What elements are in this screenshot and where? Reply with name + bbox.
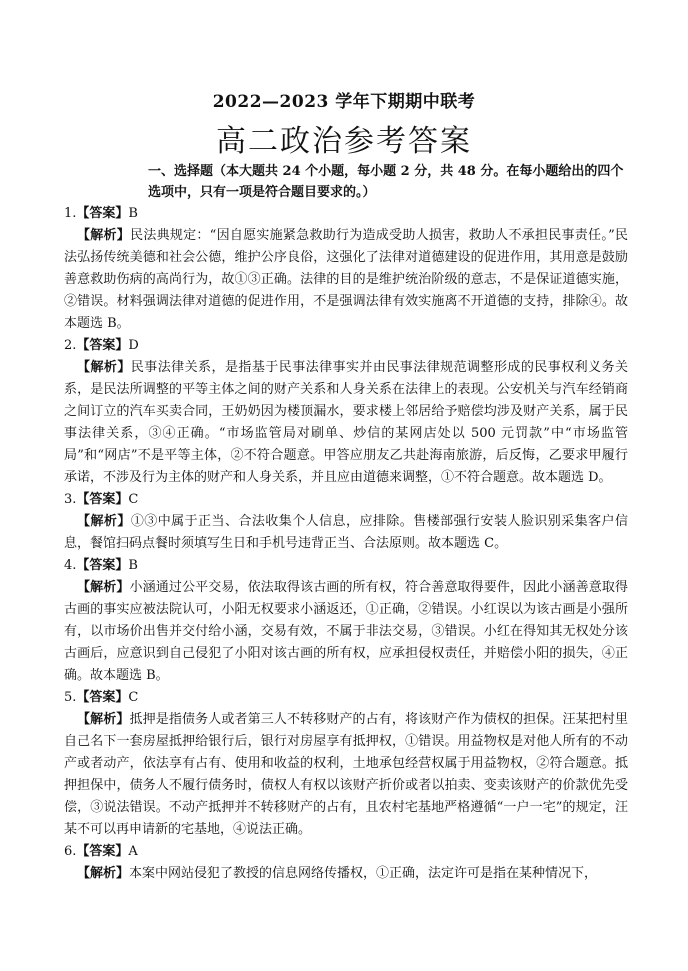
answer-label: 【答案】 [76, 690, 129, 705]
answer-list [64, 203, 628, 885]
analysis-text: 民法典规定：“因自愿实施紧急救助行为造成受助人损害，救助人不承担民事责任。”民法弘扬传统美德和社会公德，维护公序良俗，这强化了法律对道德建设的促进作用，其用意是鼓励善意救助伤病的高尚行为，故①③正确。法律的目的是维护统治阶级的意志，不是保证道德实施，②错误。材料强调法律对道德的促进作用，不是强调法律有效实施离不开道德的支持，排除④。故本题选 B。 [64, 228, 628, 331]
answer-line [64, 335, 628, 357]
analysis-text: 小涵通过公平交易，依法取得该古画的所有权，符合善意取得要件，因此小涵善意取得古画的事实应被法院认可，小阳无权要求小涵返还，①正确，②错误。小红误以为该古画是小强所有，以市场价出售并交付给小涵，交易有效，不属于非法交易，③错误。小红在得知其无权处分该古画后，应意识到自己侵犯了小阳对该古画的所有权，应承担侵权责任，并赔偿小阳的损失，④正确。故本题选 B。 [64, 580, 628, 683]
question-block [64, 841, 628, 885]
analysis-text: 本案中网站侵犯了教授的信息网络传播权，①正确，法定许可是指在某种情况下， [129, 866, 598, 881]
answer-value: C [128, 492, 139, 507]
question-number: 2. [64, 338, 77, 353]
analysis-text: ①③中属于正当、合法收集个人信息，应排除。售楼部强行安装人脸识别采集客户信息，餐馆扫码点餐时须填写生日和手机号违背正当、合法原则。故本题选 C。 [64, 514, 628, 551]
question-block [64, 335, 628, 489]
answer-label: 【答案】 [76, 206, 129, 221]
section-instructions: 一、选择题（本大题共 24 个小题，每小题 2 分，共 48 分。在每小题给出的四个选项中，只有一项是符合题目要求的。） [148, 164, 624, 200]
answer-line [64, 489, 628, 511]
exam-year-heading: 2022—2023 学年下期期中联考 [212, 92, 476, 112]
answer-line [64, 555, 628, 577]
question-number: 4. [64, 558, 77, 573]
question-number: 1. [64, 206, 77, 221]
question-block [64, 555, 628, 687]
analysis-paragraph [64, 863, 628, 885]
analysis-paragraph [64, 577, 628, 687]
answer-value: A [128, 844, 138, 859]
answer-value: B [128, 206, 138, 221]
page-title: 高二政治参考答案 [216, 124, 472, 159]
analysis-label: 【解析】 [77, 514, 131, 529]
question-block [64, 687, 628, 841]
question-number: 6. [64, 844, 77, 859]
analysis-label: 【解析】 [77, 580, 130, 595]
answer-line [64, 687, 628, 709]
answer-value: B [128, 558, 138, 573]
analysis-label: 【解析】 [77, 866, 130, 881]
analysis-text: 抵押是指债务人或者第三人不转移财产的占有，将该财产作为债权的担保。汪某把村里自己名下一套房屋抵押给银行后，银行对房屋享有抵押权，①错误。用益物权是对他人所有的不动产或者动产，依法享有占有、使用和收益的权利，土地承包经营权属于用益物权，②符合题意。抵押担保中，债务人不履行债务时，债权人有权以该财产折价或者以拍卖、变卖该财产的价款优先受偿，③说法错误。不动产抵押并不转移财产的占有，且农村宅基地严格遵循“一户一宅”的规定，汪某不可以再申请新的宅基地，④说法正确。 [64, 712, 628, 837]
answer-line [64, 841, 628, 863]
analysis-label: 【解析】 [77, 712, 130, 727]
analysis-paragraph [64, 225, 628, 335]
answer-label: 【答案】 [76, 338, 129, 353]
answer-line [64, 203, 628, 225]
analysis-paragraph [64, 709, 628, 841]
question-block [64, 489, 628, 555]
answer-label: 【答案】 [76, 844, 129, 859]
analysis-paragraph [64, 357, 628, 489]
analysis-text: 民事法律关系，是指基于民事法律事实并由民事法律规范调整形成的民事权利义务关系，是民法所调整的平等主体之间的财产关系和人身关系在法律上的表现。公安机关与汽车经销商之间订立的汽车买卖合同，王奶奶因为楼顶漏水，要求楼上邻居给予赔偿均涉及财产关系，属于民事法律关系，③④正确。“市场监管局对刷单、炒信的某网店处以 500 元罚款”中“市场监管局”和“网店”不是平等主体，②不符合题意。甲答应朋友乙共赴海南旅游，后反悔，乙要求甲履行承诺，不涉及行为主体的财产和人身关系，并且应由道德来调整，①不符合题意。故本题选 D。 [64, 360, 628, 485]
analysis-paragraph [64, 511, 628, 555]
question-block [64, 203, 628, 335]
answer-label: 【答案】 [76, 492, 129, 507]
analysis-label: 【解析】 [77, 228, 131, 243]
analysis-label: 【解析】 [77, 360, 131, 375]
question-number: 3. [64, 492, 77, 507]
question-number: 5. [64, 690, 77, 705]
answer-label: 【答案】 [76, 558, 129, 573]
answer-value: C [128, 690, 139, 705]
answer-value: D [128, 338, 139, 353]
